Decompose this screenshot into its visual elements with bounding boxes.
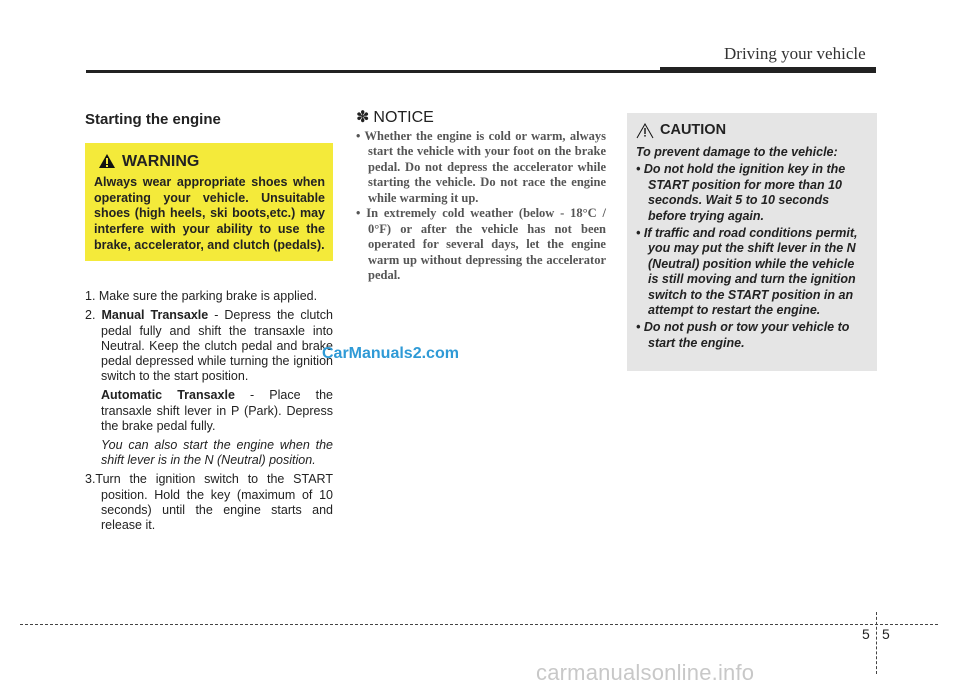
notice-item-2: • In extremely cold weather (below - 18°C / 0°F) or after the vehicle has not been operated for several days, let the engine warm up without depressing the accelerator pedal. xyxy=(356,206,606,282)
caution-lead: To prevent damage to the vehicle: xyxy=(636,145,838,159)
caution-item-2: • If traffic and road conditions permit, you may put the shift lever in the N (Neutral) position while the vehicle is still moving and turn the ignition switch to the START position in an attempt to restart the engine. xyxy=(636,226,858,318)
left-column xyxy=(85,108,333,537)
warning-text: Always wear appropriate shoes when operating your vehicle. Unsuitable shoes (high heels, ski boots,etc.) may interfere with your ability to use the brake, accelerator, and clutch (pedals). xyxy=(94,175,325,252)
automatic-transaxle-text: - Place the transaxle shift lever in P (Park). Depress the brake pedal fully. xyxy=(101,388,333,433)
caution-box xyxy=(627,113,877,371)
footer-dashed-line xyxy=(20,624,938,625)
warning-box xyxy=(85,143,333,261)
step-2-number: 2. xyxy=(85,308,96,323)
warning-triangle-icon xyxy=(98,153,116,169)
neutral-note: You can also start the engine when the shift lever is in the N (Neutral) position. xyxy=(101,438,333,468)
header-rule xyxy=(86,70,660,73)
header-rule-thick xyxy=(660,67,876,73)
notice-item-1: • Whether the engine is cold or warm, always start the vehicle with your foot on the brake pedal. Do not depress the accelerator while starting the vehicle. Do not race the engine while warming it up. xyxy=(356,128,606,205)
automatic-transaxle-paragraph xyxy=(85,388,333,434)
notice-star-icon: ✽ xyxy=(356,109,370,126)
warning-header xyxy=(98,153,325,169)
step-3: 3.Turn the ignition switch to the START position. Hold the key (maximum of 10 seconds) until the engine starts and release it. xyxy=(85,472,333,533)
carmanuals-watermark: CarManuals2.com xyxy=(322,345,459,362)
notice-title: NOTICE xyxy=(373,109,434,126)
manual-transaxle-label: Manual Transaxle xyxy=(101,308,209,323)
caution-title: CAUTION xyxy=(660,122,727,139)
caution-item-3: • Do not push or tow your vehicle to start the engine. xyxy=(636,320,850,350)
page-number-divider xyxy=(876,612,877,674)
automatic-transaxle-label: Automatic Transaxle xyxy=(101,388,235,403)
notice-header xyxy=(356,110,606,126)
section-title: Driving your vehicle xyxy=(724,44,866,63)
notice-column xyxy=(356,110,606,284)
caution-triangle-icon xyxy=(636,123,654,139)
manual-transaxle-text: - Depress the clutch pedal fully and shift the transaxle into Neutral. Keep the clutch pedal and brake pedal depressed while turning the ignition switch to the start position. xyxy=(101,308,333,384)
page-number: 5 xyxy=(882,626,890,642)
page-heading: Starting the engine xyxy=(85,111,221,128)
footer-watermark: carmanualsonline.info xyxy=(536,660,755,685)
caution-header xyxy=(636,123,868,139)
caution-item-1: • Do not hold the ignition key in the START position for more than 10 seconds. Wait 5 to 10 seconds before trying again. xyxy=(636,162,846,223)
chapter-number: 5 xyxy=(862,626,870,642)
step-2 xyxy=(85,308,333,384)
step-1: 1. Make sure the parking brake is applied. xyxy=(85,289,318,304)
warning-title: WARNING xyxy=(122,152,200,170)
